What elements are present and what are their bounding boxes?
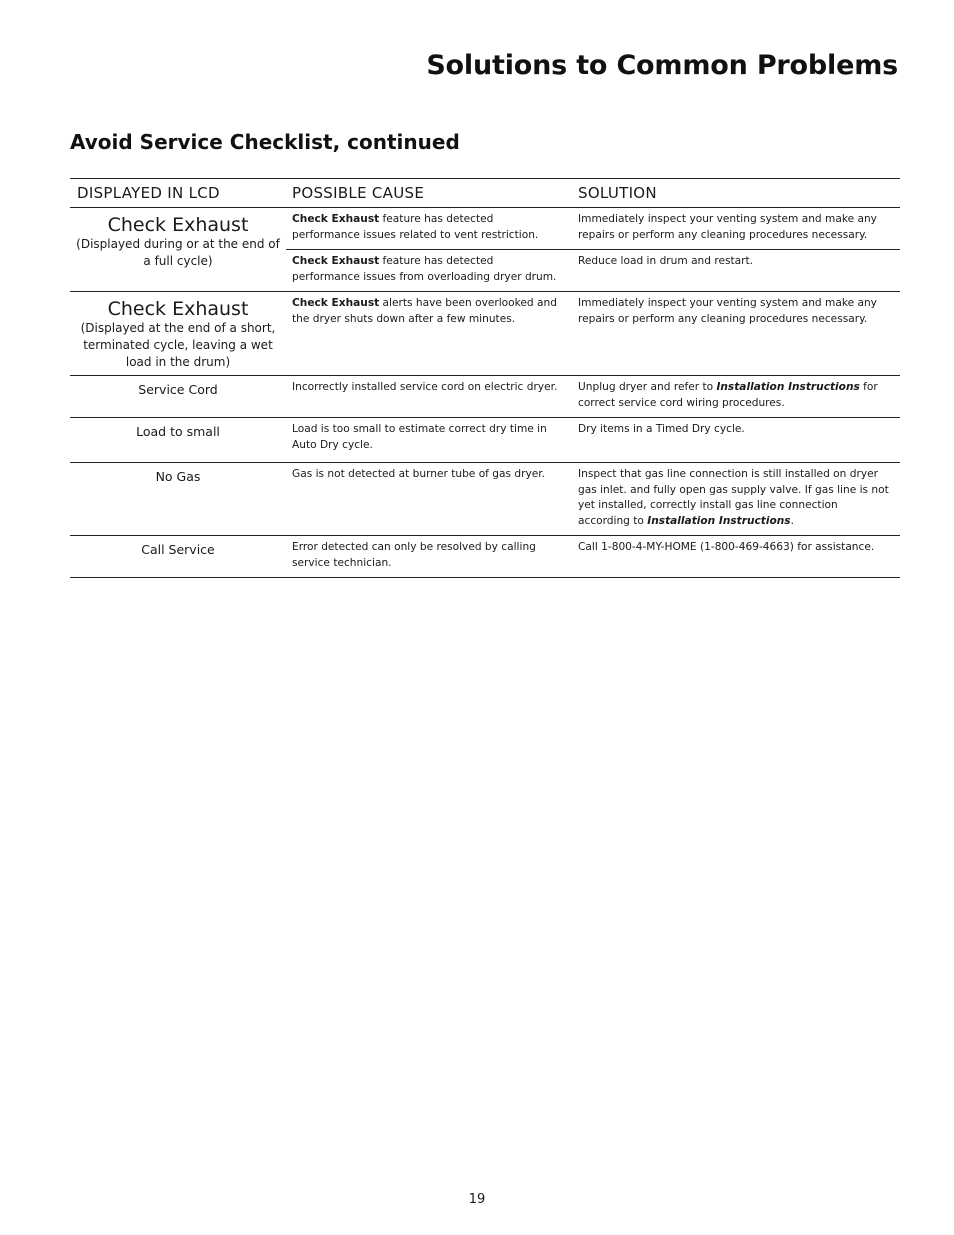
cause-text: feature has detected performance issues from overloading dryer drum. bbox=[292, 255, 557, 283]
page-number: 19 bbox=[468, 1192, 486, 1207]
cause-keyword: Check Exhaust bbox=[292, 255, 380, 267]
solution-reference: Installation Instructions bbox=[647, 514, 791, 527]
lcd-message: Load to small bbox=[136, 424, 220, 439]
solution-cell: Immediately inspect your venting system and make any repairs or perform any cleaning procedures necessary. bbox=[578, 213, 877, 241]
section-heading: Avoid Service Checklist, continued bbox=[70, 130, 460, 154]
table-subrow bbox=[286, 249, 900, 291]
solution-text: Inspect that gas line connection is still installed on dryer gas inlet. and fully open gas supply valve. If gas line is not yet installed, correctly install gas line connection according to bbox=[578, 468, 889, 527]
display-cell bbox=[70, 208, 286, 291]
cause-cell: Incorrectly installed service cord on electric dryer. bbox=[292, 381, 558, 393]
page-title: Solutions to Common Problems bbox=[426, 50, 898, 81]
cause-text: feature has detected performance issues related to vent restriction. bbox=[292, 213, 539, 241]
table-row bbox=[70, 418, 900, 463]
lcd-note: (Displayed at the end of a short, terminated cycle, leaving a wet load in the drum) bbox=[80, 321, 276, 369]
solution-cell: Reduce load in drum and restart. bbox=[578, 255, 754, 267]
table-row bbox=[70, 208, 900, 292]
lcd-note: (Displayed during or at the end of a full cycle) bbox=[76, 237, 280, 268]
display-cell bbox=[70, 292, 286, 375]
cause-keyword: Check Exhaust bbox=[292, 213, 380, 225]
solution-cell: Call 1-800-4-MY-HOME (1-800-469-4663) for assistance. bbox=[578, 541, 875, 553]
solution-cell bbox=[572, 376, 900, 417]
cause-cell bbox=[286, 250, 572, 291]
table-subrow bbox=[286, 208, 900, 249]
cause-cell bbox=[286, 292, 572, 333]
lcd-message: Call Service bbox=[141, 542, 215, 557]
cause-cell: Load is too small to estimate correct dry time in Auto Dry cycle. bbox=[292, 423, 547, 451]
cause-cell: Error detected can only be resolved by calling service technician. bbox=[292, 541, 536, 569]
solution-text: Unplug dryer and refer to bbox=[578, 381, 717, 393]
cause-text: alerts have been overlooked and the dryer shuts down after a few minutes. bbox=[292, 297, 557, 325]
table-subrow bbox=[286, 376, 900, 417]
lcd-message: Check Exhaust bbox=[107, 298, 249, 320]
cause-keyword: Check Exhaust bbox=[292, 297, 380, 309]
solution-cell: Dry items in a Timed Dry cycle. bbox=[578, 423, 745, 435]
solution-text: for correct service cord wiring procedures. bbox=[578, 381, 878, 409]
table-row bbox=[70, 536, 900, 578]
solution-reference: Installation Instructions bbox=[716, 381, 860, 393]
solution-cell bbox=[572, 463, 900, 535]
cause-cell bbox=[286, 208, 572, 249]
solution-cell: Immediately inspect your venting system and make any repairs or perform any cleaning procedures necessary. bbox=[578, 297, 877, 325]
lcd-message: No Gas bbox=[155, 469, 201, 484]
solution-text: . bbox=[790, 514, 794, 527]
checklist-table bbox=[70, 178, 900, 578]
column-header-display: DISPLAYED IN LCD bbox=[77, 184, 220, 202]
table-row bbox=[70, 376, 900, 418]
lcd-message: Service Cord bbox=[138, 382, 218, 397]
table-row bbox=[70, 463, 900, 536]
column-header-cause: POSSIBLE CAUSE bbox=[292, 184, 425, 202]
table-row bbox=[70, 292, 900, 376]
lcd-message: Check Exhaust bbox=[107, 214, 249, 236]
table-subrow bbox=[286, 418, 900, 459]
table-subrow bbox=[286, 536, 900, 577]
table-subrow bbox=[286, 292, 900, 333]
cause-cell: Gas is not detected at burner tube of gas dryer. bbox=[292, 468, 545, 480]
table-header bbox=[70, 179, 900, 208]
table-subrow bbox=[286, 463, 900, 535]
column-header-solution: SOLUTION bbox=[578, 184, 657, 202]
